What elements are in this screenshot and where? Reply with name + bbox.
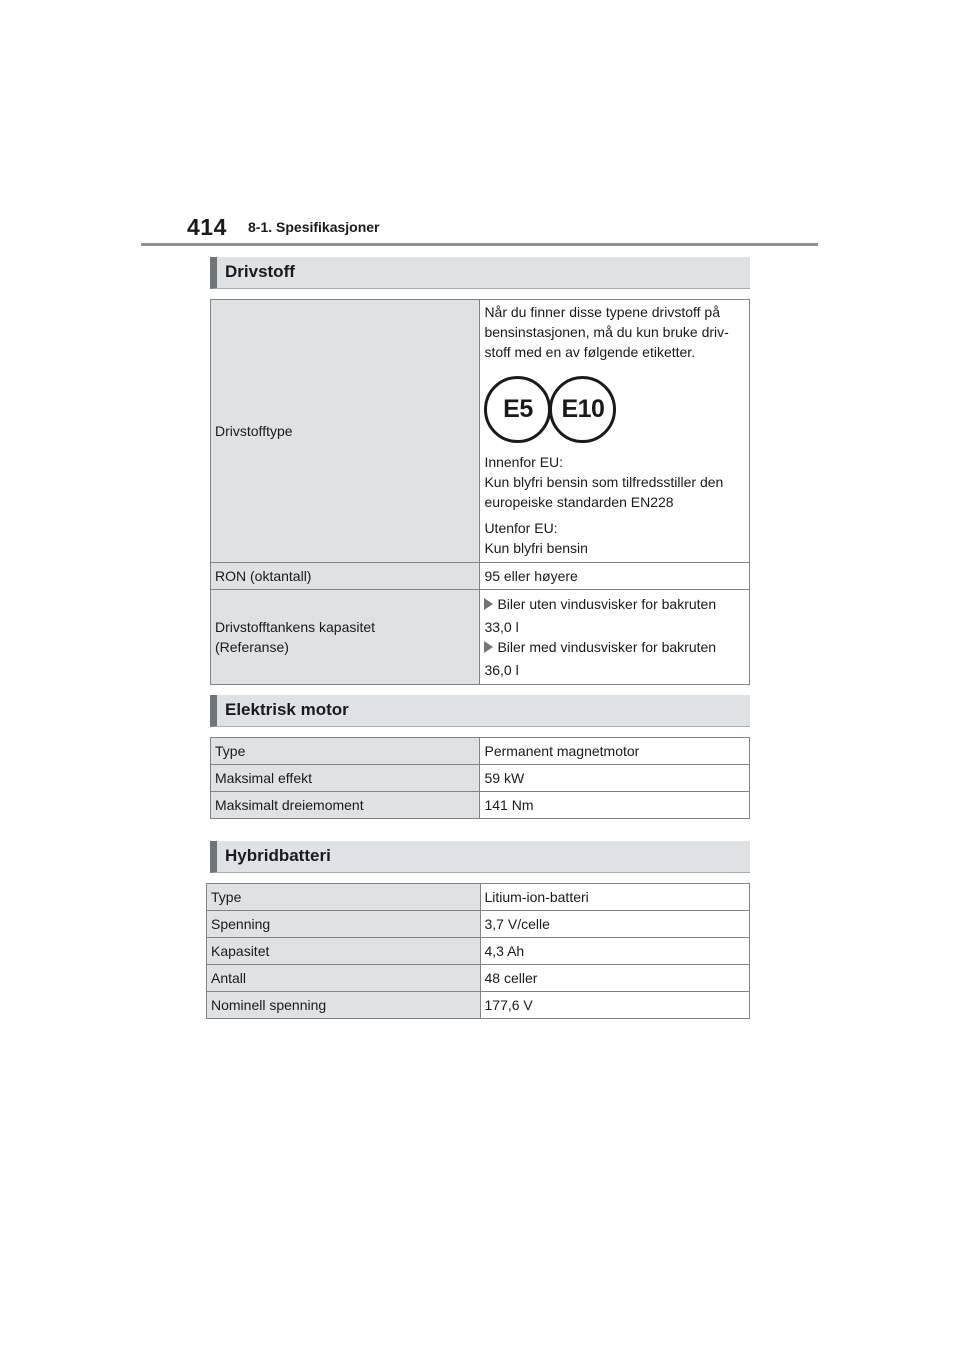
motor-type-label: Type	[211, 738, 480, 765]
motor-section-title: Elektrisk motor	[225, 700, 349, 719]
table-row	[207, 938, 750, 965]
bullet-triangle-icon	[484, 641, 493, 653]
ron-value: 95 eller høyere	[480, 563, 750, 590]
tank-case-1: Biler uten vindusvisker for bakruten	[484, 594, 745, 614]
motor-power-label: Maksimal effekt	[211, 765, 480, 792]
motor-power-value: 59 kW	[480, 765, 750, 792]
non-eu-text: Kun blyfri bensin	[484, 540, 588, 556]
fuel-type-label: Drivstofftype	[211, 300, 480, 563]
eu-text: Kun blyfri bensin som tilfredsstiller den europeiske standarden EN228	[484, 474, 724, 510]
bullet-triangle-icon	[484, 598, 493, 610]
table-row	[211, 738, 750, 765]
tank-case-2: Biler med vindusvisker for bakruten	[484, 637, 745, 657]
battery-type-value: Litium-ion-batteri	[480, 884, 750, 911]
motor-type-value: Permanent magnetmotor	[480, 738, 750, 765]
battery-nominal-label: Nominell spenning	[207, 992, 481, 1019]
tank-label-line-2: (Referanse)	[215, 639, 289, 655]
motor-torque-value: 141 Nm	[480, 792, 750, 819]
tank-value-1: 33,0 l	[484, 619, 519, 635]
battery-nominal-value: 177,6 V	[480, 992, 750, 1019]
ron-row	[211, 563, 750, 590]
battery-capacity-value: 4,3 Ah	[480, 938, 750, 965]
tank-value-2: 36,0 l	[484, 662, 519, 678]
battery-count-label: Antall	[207, 965, 481, 992]
motor-table	[210, 737, 750, 819]
table-row	[207, 884, 750, 911]
page-number: 414	[187, 214, 227, 240]
tank-row	[211, 590, 750, 685]
fuel-type-value	[480, 300, 750, 563]
battery-type-label: Type	[207, 884, 481, 911]
battery-voltage-value: 3,7 V/celle	[480, 911, 750, 938]
battery-capacity-label: Kapasitet	[207, 938, 481, 965]
tank-value	[480, 590, 750, 685]
battery-voltage-label: Spenning	[207, 911, 481, 938]
header-divider	[141, 243, 818, 246]
chapter-title: 8-1. Spesifikasjoner	[248, 219, 380, 235]
tank-label-line-1: Drivstofftankens kapasitet	[215, 619, 376, 635]
fuel-table	[210, 299, 750, 685]
non-eu-label: Utenfor EU:	[484, 520, 558, 536]
tank-label	[211, 590, 480, 685]
battery-table	[206, 883, 750, 1019]
table-row	[211, 792, 750, 819]
fuel-label-badges	[484, 376, 745, 442]
fuel-section-title: Drivstoff	[225, 262, 295, 281]
e5-badge-icon: E5	[484, 376, 551, 443]
fuel-section-heading	[210, 257, 750, 289]
fuel-type-row	[211, 300, 750, 563]
table-row	[207, 965, 750, 992]
eu-label: Innenfor EU:	[484, 454, 564, 470]
battery-count-value: 48 celler	[480, 965, 750, 992]
motor-torque-label: Maksimalt dreiemoment	[211, 792, 480, 819]
battery-section-title: Hybridbatteri	[225, 846, 331, 865]
table-row	[207, 992, 750, 1019]
ron-label: RON (oktantall)	[211, 563, 480, 590]
table-row	[207, 911, 750, 938]
table-row	[211, 765, 750, 792]
e10-badge-icon: E10	[549, 376, 616, 443]
battery-section-heading	[210, 841, 750, 873]
fuel-type-intro: Når du finner disse typene drivstoff på bensinstasjonen, må du kun bruke driv-stoff med en av følgende etiketter.	[484, 304, 729, 360]
motor-section-heading	[210, 695, 750, 727]
